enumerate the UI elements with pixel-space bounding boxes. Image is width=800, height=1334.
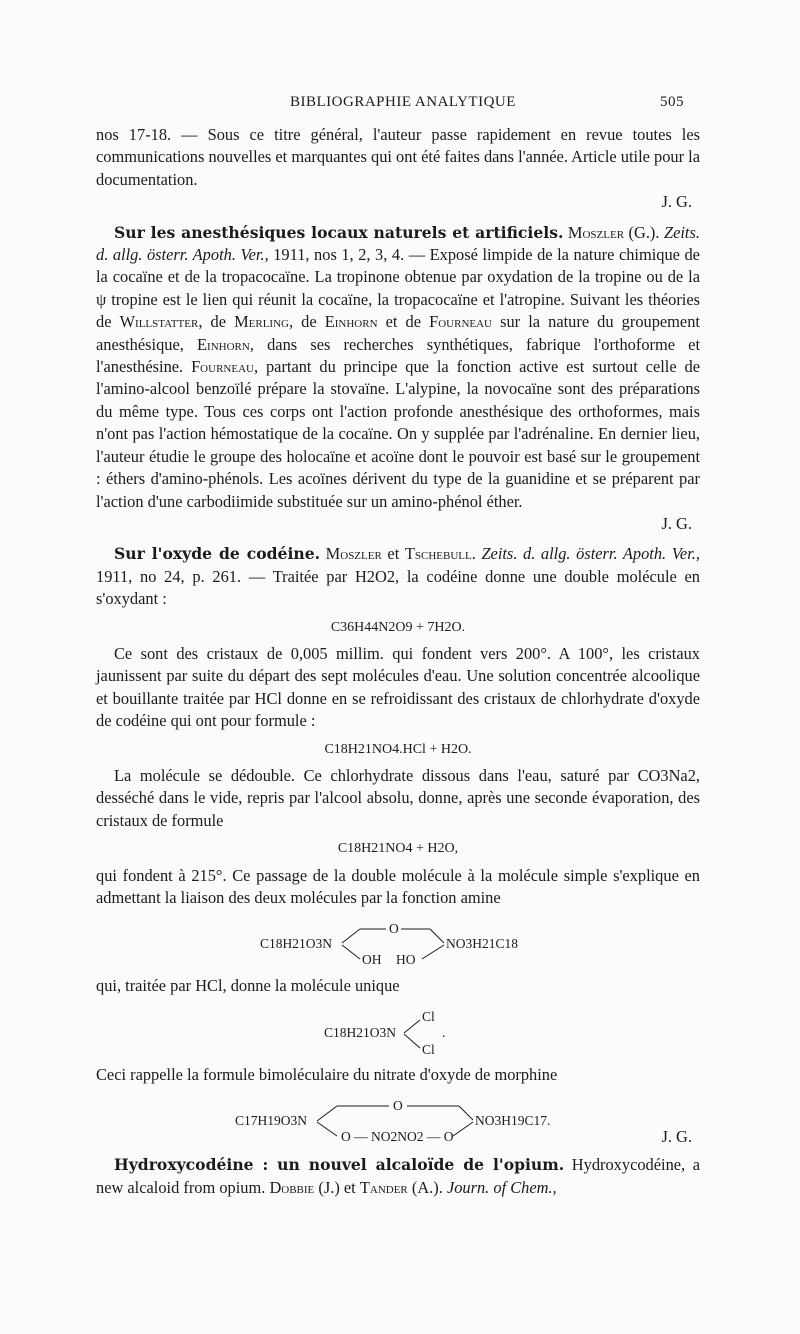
formula-bottom: Cl <box>422 1041 435 1057</box>
paragraph: qui fondent à 215°. Ce passage de la double molécule à la molécule simple s'explique en admettant la liaison des deux molécules par la fonction amine <box>96 865 700 907</box>
person-name: Fourneau <box>429 312 493 332</box>
page-number: 505 <box>660 94 684 110</box>
conjunction: et <box>343 1177 356 1197</box>
author: Tschebull. <box>404 544 476 564</box>
author: Moszler <box>325 544 382 564</box>
bond-line <box>342 929 360 943</box>
bond-line <box>342 945 360 959</box>
formula: C36H44N2O9 + 7H2O. <box>330 619 466 635</box>
author: Moszler (G.). <box>567 222 660 242</box>
formula-left: C17H19O3N <box>235 1113 308 1129</box>
author-initials: (J.) <box>318 1177 340 1197</box>
person-name: Einhorn <box>197 334 250 354</box>
abstract-text: Exposé limpide de la nature chimique de la cocaïne et de la tropacocaïne. La tropinone obtenue par oxydation de la tropine ou de la ψ tropine est le lien qui réunit la cocaïne, la tropacocaïne et l'atropine. Suivant les théories de <box>96 245 700 332</box>
running-title: BIBLIOGRAPHIE ANALYTIQUE <box>290 94 516 110</box>
bond-line <box>422 945 444 959</box>
article-title: Sur l'oxyde de codéine. <box>114 544 321 564</box>
signature: J. G. <box>661 192 692 212</box>
formula-right: NO3H19C17. <box>475 1113 551 1129</box>
paragraph: La molécule se dédouble. Ce chlorhydrate dissous dans l'eau, saturé par CO3Na2, desséché dans le vide, repris par l'alcool absolu, donne, après une seconde évaporation, des cristaux de formule <box>96 765 700 830</box>
journal-name: Journ. of Chem., <box>446 1177 557 1197</box>
article-title: Sur les anesthésiques locaux naturels et artificiels. <box>114 222 564 242</box>
journal-name: Zeits. d. allg. österr. Apoth. Ver., <box>96 222 700 265</box>
paragraph: qui, traitée par HCl, donne la molécule unique <box>96 976 400 996</box>
formula-left: C18H21O3N <box>324 1024 397 1040</box>
paragraph: Ceci rappelle la formule bimoléculaire du nitrate d'oxyde de morphine <box>96 1064 558 1084</box>
reference: 1911, no 24, p. 261. — <box>96 566 266 586</box>
bond-line <box>430 929 444 943</box>
formula-right: NO3H21C18 <box>446 936 519 952</box>
formula-bridge-top: O <box>389 921 399 937</box>
formula-top: Cl <box>422 1008 435 1024</box>
journal-name: Zeits. d. allg. österr. Apoth. Ver., <box>481 544 700 564</box>
formula-bottom-left: OH <box>362 952 382 968</box>
bond-line <box>459 1106 473 1120</box>
article-title: Hydroxycodéine : un nouvel alcaloïde de l'opium. <box>114 1155 565 1175</box>
formula-bridge-top: O <box>393 1098 403 1114</box>
article-entry <box>96 543 700 610</box>
body-text <box>96 124 700 1199</box>
page-header <box>0 94 800 114</box>
bond-line <box>317 1122 337 1136</box>
formula: C18H21NO4.HCl + H2O. <box>324 741 472 757</box>
bond-line <box>453 1122 473 1136</box>
chloride-formula <box>318 1004 478 1062</box>
bond-line <box>404 1020 420 1033</box>
morphine-nitrate-formula <box>233 1092 563 1150</box>
person-name: Willstatter <box>119 312 199 332</box>
abstract-text: , de <box>198 312 226 332</box>
paragraph-intro: nos 17-18. — Sous ce titre général, l'auteur passe rapidement en revue toutes les communications nouvelles et marquantes qui ont été faites dans l'année. Article utile pour la documentation. <box>96 125 700 189</box>
person-name: Fourneau <box>191 357 254 377</box>
author: Dobbie <box>269 1177 315 1197</box>
formula-bottom-right: HO <box>396 952 416 968</box>
abstract-text: et de <box>385 312 422 332</box>
formula-row <box>96 1092 700 1150</box>
formula-left: C18H21O3N <box>260 936 333 952</box>
reference: 1911, nos 1, 2, 3, 4. — <box>273 245 426 265</box>
article-entry <box>96 222 700 513</box>
conjunction: et <box>387 544 400 564</box>
paragraph: Ce sont des cristaux de 0,005 millim. qui fondent vers 200°. A 100°, les cristaux jaunissent par suite du départ des sept molécules d'eau. Une solution concentrée alcoolique et bouillante traitée par HCl donne en se refroidissant des cristaux de chlorhydrate d'oxyde de codéine qui ont pour formule : <box>96 643 700 731</box>
abstract-text: Traitée par H2O2, la codéine donne une double molécule en s'oxydant : <box>96 566 700 609</box>
bimolecular-formula <box>258 915 538 973</box>
formula-end: . <box>442 1024 446 1040</box>
abstract-text: sur la nature du groupement anesthésique, <box>96 312 700 354</box>
abstract-text: , dans ses recherches synthétiques, fabrique l'orthoforme et l'anesthésine. <box>96 334 700 377</box>
person-name: Einhorn <box>324 312 378 332</box>
abstract-text: , partant du principe que la fonction active est surtout celle de l'amino-alcool benzoïlé prépare la stovaïne. L'alypine, la novocaïne sont des préparations du même type. Tous ces corps ont l'action profonde anesthésique des orthoformes, mais n'ont pas l'action hémostatique de la cocaïne. On y supplée par l'adrénaline. En dernier lieu, l'auteur étudie le groupe des holocaïne et acoïne dont le pouvoir est basé sur le groupement : éthers d'amino-phénols. Les acoïnes dérivent du type de la guanidine et se préparent par l'action d'une carbodiimide substituée sur un amino-phénol éther. <box>96 357 700 511</box>
article-entry <box>96 1154 700 1199</box>
formula-bridge-bottom: O — NO2NO2 — O <box>341 1129 454 1145</box>
formula: C18H21NO4 + H2O, <box>337 841 459 857</box>
bond-line <box>404 1034 420 1048</box>
author: Tander <box>359 1177 408 1197</box>
abstract-text: Hydroxycodéine, a new alcaloid from opium. <box>96 1155 700 1197</box>
person-name: Merling <box>234 312 289 332</box>
abstract-text: , de <box>288 312 317 332</box>
bond-line <box>317 1106 337 1121</box>
signature: J. G. <box>661 1126 692 1146</box>
signature: J. G. <box>661 513 692 533</box>
author-initials: (A.). <box>411 1177 443 1197</box>
